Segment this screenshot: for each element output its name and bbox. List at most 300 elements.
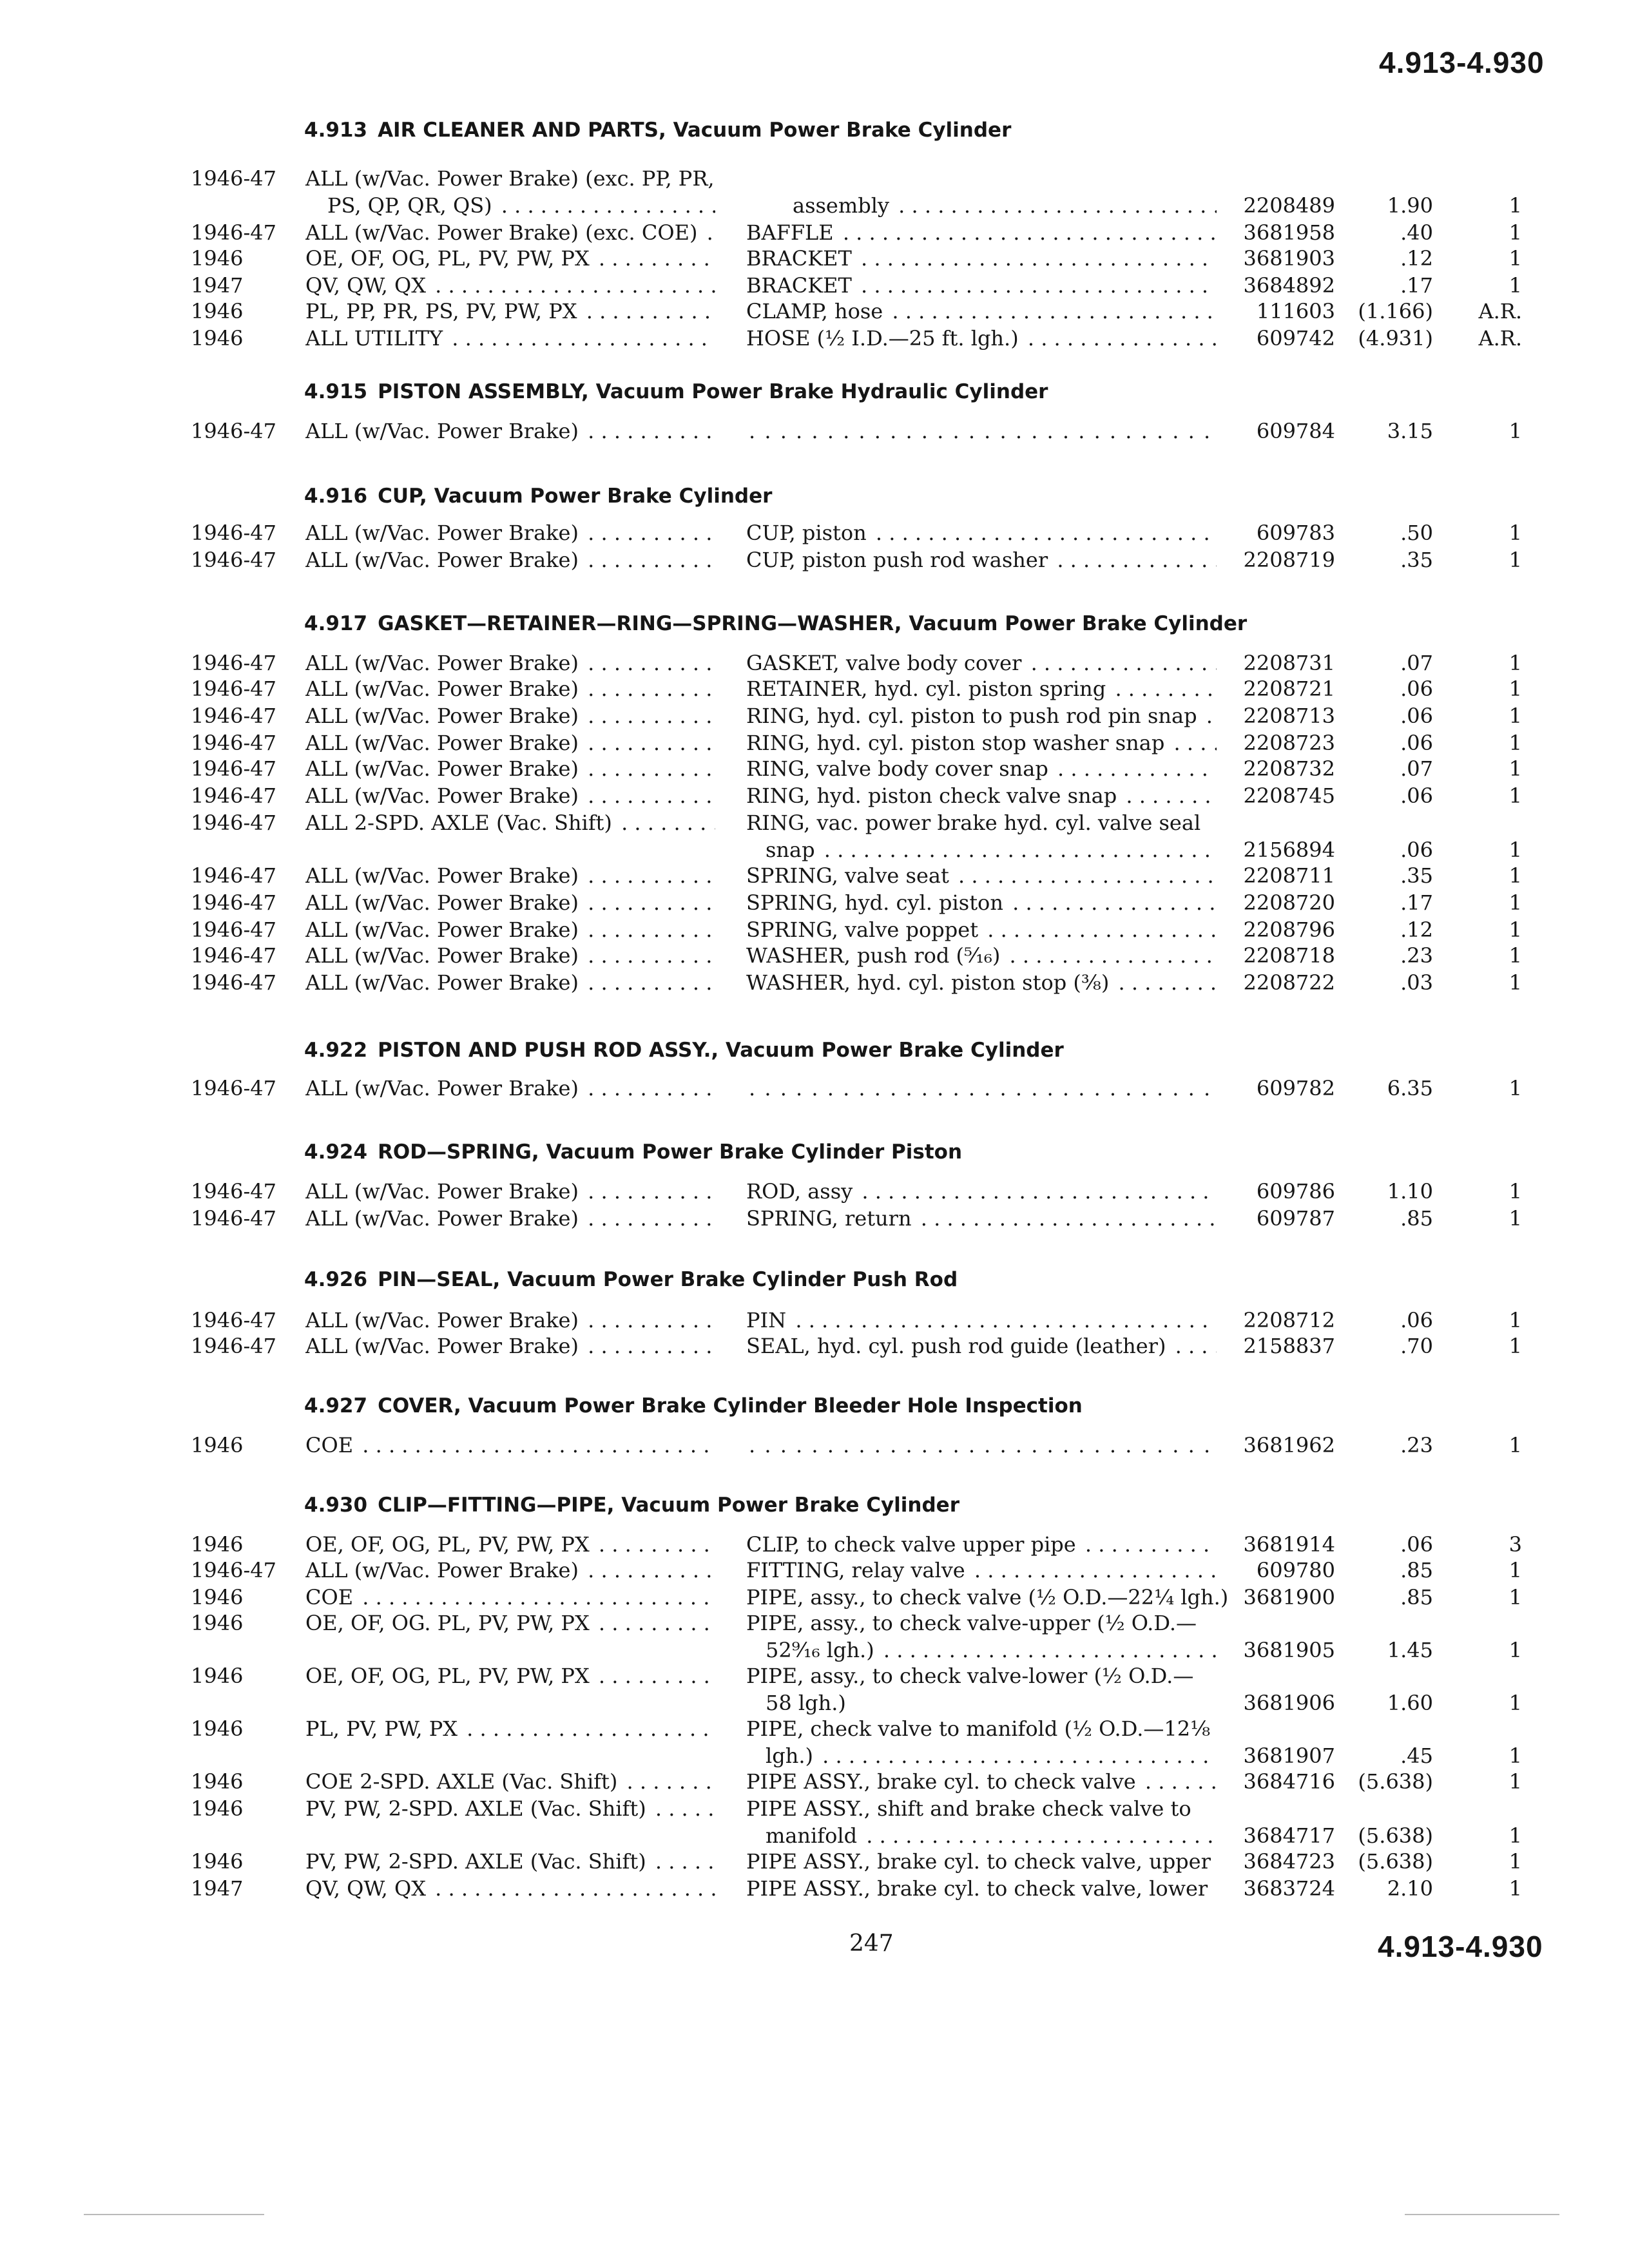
table-row xyxy=(0,704,1629,729)
price-cell: .85 xyxy=(1400,1585,1433,1610)
year-cell: 1946-47 xyxy=(191,811,276,835)
price-cell: .06 xyxy=(1400,1532,1433,1557)
quantity-cell: 1 xyxy=(1509,970,1522,995)
section-title-sub: Vacuum Power Brake Cylinder xyxy=(673,119,1012,142)
section-heading xyxy=(304,485,772,508)
model-cell xyxy=(305,651,715,675)
description-cell xyxy=(746,731,1217,755)
section-heading xyxy=(304,1140,962,1164)
section-number: 4.927 xyxy=(304,1394,368,1418)
page-range-header: 4.913-4.930 xyxy=(1379,46,1545,79)
price-cell: 3.15 xyxy=(1387,419,1433,443)
description-cell xyxy=(746,326,1217,351)
year-cell: 1947 xyxy=(191,273,244,298)
quantity-cell: 1 xyxy=(1509,548,1522,572)
table-row xyxy=(0,970,1629,996)
table-row xyxy=(0,1558,1629,1584)
part-number-cell: 2156894 xyxy=(1243,838,1335,862)
table-row xyxy=(0,246,1629,272)
price-cell: .06 xyxy=(1400,838,1433,862)
year-cell: 1946-47 xyxy=(191,1308,276,1332)
price-cell: .35 xyxy=(1400,548,1433,572)
model-cell xyxy=(305,1179,715,1204)
description-text: BRACKET xyxy=(746,273,854,298)
year-cell: 1946-47 xyxy=(191,943,276,968)
model-cell xyxy=(305,677,715,701)
price-cell: .12 xyxy=(1400,246,1433,271)
table-row xyxy=(0,1849,1629,1875)
section-title-sub: Vacuum Power Brake Cylinder Piston xyxy=(546,1140,963,1164)
part-number-cell: 609783 xyxy=(1256,521,1335,545)
table-row xyxy=(0,1532,1629,1558)
table-row xyxy=(0,273,1629,299)
model-cell xyxy=(305,548,715,572)
description-cell xyxy=(746,1876,1217,1901)
quantity-cell: 1 xyxy=(1509,273,1522,298)
part-number-cell: 3684716 xyxy=(1243,1769,1335,1794)
part-number-cell: 609742 xyxy=(1256,326,1335,351)
model-text: ALL (w/Vac. Power Brake) xyxy=(305,704,581,728)
price-cell: .23 xyxy=(1400,1433,1433,1457)
part-number-cell: 2208718 xyxy=(1243,943,1335,968)
year-cell: 1946-47 xyxy=(191,1206,276,1231)
model-cell xyxy=(305,1796,715,1821)
part-number-cell: 2208722 xyxy=(1243,970,1335,995)
quantity-cell: 1 xyxy=(1509,521,1522,545)
section-title-sub: Vacuum Power Brake Cylinder xyxy=(909,612,1248,635)
price-cell: .50 xyxy=(1400,521,1433,545)
price-cell: 1.45 xyxy=(1387,1638,1433,1662)
description-cell xyxy=(746,521,1217,545)
description-cell xyxy=(746,1769,1217,1794)
price-cell: .40 xyxy=(1400,220,1433,245)
model-text: ALL 2-SPD. AXLE (Vac. Shift) xyxy=(305,811,615,835)
table-row xyxy=(0,1876,1629,1902)
year-cell: 1946-47 xyxy=(191,756,276,781)
year-cell: 1946 xyxy=(191,1796,244,1821)
description-cell xyxy=(746,783,1217,808)
price-cell: .12 xyxy=(1400,918,1433,942)
model-cell xyxy=(305,811,715,835)
description-text: SEAL, hyd. cyl. push rod guide (leather) xyxy=(746,1334,1168,1358)
section-title-main: CLIP—FITTING—PIPE, xyxy=(378,1494,615,1517)
model-cell xyxy=(305,783,715,808)
page-range-footer: 4.913-4.930 xyxy=(1378,1930,1543,1963)
part-number-cell: 609784 xyxy=(1256,419,1335,443)
description-text: BRACKET xyxy=(746,246,854,271)
table-row xyxy=(0,1611,1629,1637)
table-row xyxy=(0,677,1629,702)
description-text: lgh.) xyxy=(766,1744,816,1768)
description-text: snap xyxy=(766,838,818,862)
part-number-cell: 3681962 xyxy=(1243,1433,1335,1457)
scan-artifact-right xyxy=(1405,2214,1559,2215)
price-cell: (1.166) xyxy=(1358,299,1433,323)
part-number-cell: 3681900 xyxy=(1243,1585,1335,1610)
model-text: QV, QW, QX xyxy=(305,273,429,298)
quantity-cell: 1 xyxy=(1509,863,1522,888)
year-cell: 1946-47 xyxy=(191,1334,276,1358)
section-title-sub: Vacuum Power Brake Cylinder xyxy=(621,1494,959,1517)
model-text: ALL (w/Vac. Power Brake) xyxy=(305,1076,581,1100)
description-text: WASHER, hyd. cyl. piston stop (³⁄₈) xyxy=(746,970,1112,995)
model-cell xyxy=(305,756,715,781)
description-cell xyxy=(766,1638,1217,1662)
description-cell xyxy=(746,1532,1217,1557)
price-cell: .06 xyxy=(1400,783,1433,808)
description-text: RING, hyd. cyl. piston to push rod pin snap xyxy=(746,704,1200,728)
table-row xyxy=(0,863,1629,889)
model-cell xyxy=(305,273,715,298)
description-cell xyxy=(793,193,1217,218)
table-row xyxy=(0,1308,1629,1334)
model-text: COE 2-SPD. AXLE (Vac. Shift) xyxy=(305,1769,620,1794)
section-title-main: PISTON AND PUSH ROD ASSY., xyxy=(378,1039,719,1062)
description-text: CLAMP, hose xyxy=(746,299,885,323)
quantity-cell: 1 xyxy=(1509,419,1522,443)
description-cell xyxy=(746,419,1217,443)
model-cell xyxy=(305,1611,715,1635)
description-text: 52⁹⁄₁₆ lgh.) xyxy=(766,1638,877,1662)
section-number: 4.917 xyxy=(304,612,368,635)
year-cell: 1946-47 xyxy=(191,970,276,995)
quantity-cell: 1 xyxy=(1509,1179,1522,1204)
model-cell xyxy=(305,246,715,271)
year-cell: 1946-47 xyxy=(191,548,276,572)
quantity-cell: 1 xyxy=(1509,1206,1522,1231)
description-cell xyxy=(766,838,1217,862)
description-cell xyxy=(746,1849,1217,1874)
description-cell xyxy=(746,943,1217,968)
description-text: SPRING, valve poppet xyxy=(746,918,981,942)
part-number-cell: 2208720 xyxy=(1243,890,1335,915)
price-cell: .70 xyxy=(1400,1334,1433,1358)
table-row xyxy=(0,1744,1629,1769)
year-cell: 1946-47 xyxy=(191,220,276,245)
price-cell: (5.638) xyxy=(1358,1849,1433,1874)
quantity-cell: 1 xyxy=(1509,1334,1522,1358)
quantity-cell: 1 xyxy=(1509,1769,1522,1794)
section-number: 4.924 xyxy=(304,1140,368,1164)
table-row xyxy=(0,1179,1629,1205)
year-cell: 1946-47 xyxy=(191,918,276,942)
description-cell: PIPE, assy., to check valve (½ O.D.—22¼ lgh.) xyxy=(746,1585,1229,1610)
section-title-main: PISTON ASSEMBLY, xyxy=(378,380,589,403)
description-text: PIPE ASSY., brake cyl. to check valve, lower xyxy=(746,1876,1210,1901)
table-row xyxy=(0,943,1629,969)
table-row xyxy=(0,521,1629,546)
quantity-cell: 1 xyxy=(1509,1823,1522,1848)
year-cell: 1946-47 xyxy=(191,677,276,701)
quantity-cell: 1 xyxy=(1509,1638,1522,1662)
year-cell: 1946-47 xyxy=(191,783,276,808)
part-number-cell: 3681907 xyxy=(1243,1744,1335,1768)
section-title-main: CUP, xyxy=(378,485,427,508)
section-title-sub: Vacuum Power Brake Cylinder Bleeder Hole Inspection xyxy=(468,1394,1083,1418)
description-cell xyxy=(746,299,1217,323)
table-row xyxy=(0,1769,1629,1795)
model-text: OE, OF, OG, PL, PV, PW, PX xyxy=(305,246,592,271)
table-row xyxy=(0,811,1629,836)
section-heading xyxy=(304,1268,958,1291)
description-text: PIN xyxy=(746,1308,789,1332)
model-text: ALL UTILITY xyxy=(305,326,445,351)
description-cell xyxy=(746,970,1217,995)
description-cell xyxy=(746,890,1217,915)
section-number: 4.930 xyxy=(304,1494,368,1517)
description-text: SPRING, valve seat xyxy=(746,863,952,888)
year-cell: 1946 xyxy=(191,299,244,323)
quantity-cell: 1 xyxy=(1509,756,1522,781)
year-cell: 1946-47 xyxy=(191,166,276,191)
year-cell: 1946 xyxy=(191,246,244,271)
part-number-cell: 2158837 xyxy=(1243,1334,1335,1358)
model-text: ALL (w/Vac. Power Brake) xyxy=(305,419,581,443)
quantity-cell: 1 xyxy=(1509,677,1522,701)
description-text: RETAINER, hyd. cyl. piston spring xyxy=(746,677,1108,701)
part-number-cell: 3681958 xyxy=(1243,220,1335,245)
model-text: ALL (w/Vac. Power Brake) xyxy=(305,970,581,995)
description-cell xyxy=(766,1823,1217,1848)
quantity-cell: 3 xyxy=(1509,1532,1522,1557)
description-cell xyxy=(746,704,1217,728)
model-cell xyxy=(305,943,715,968)
model-cell xyxy=(305,731,715,755)
model-text: PL, PP, PR, PS, PV, PW, PX xyxy=(305,299,580,323)
model-text: ALL (w/Vac. Power Brake) xyxy=(305,731,581,755)
price-cell: .45 xyxy=(1400,1744,1433,1768)
section-number: 4.915 xyxy=(304,380,368,403)
table-row xyxy=(0,1716,1629,1742)
price-cell: .06 xyxy=(1400,731,1433,755)
section-number: 4.922 xyxy=(304,1039,368,1062)
year-cell: 1946-47 xyxy=(191,1076,276,1100)
description-text: FITTING, relay valve xyxy=(746,1558,968,1582)
model-cell xyxy=(305,704,715,728)
quantity-cell: 1 xyxy=(1509,943,1522,968)
price-cell: .23 xyxy=(1400,943,1433,968)
description-text: CUP, piston push rod washer xyxy=(746,548,1050,572)
price-cell: 1.10 xyxy=(1387,1179,1433,1204)
description-cell xyxy=(746,1076,1217,1100)
quantity-cell: 1 xyxy=(1509,1076,1522,1100)
table-row xyxy=(0,838,1629,863)
model-text: ALL (w/Vac. Power Brake) xyxy=(305,756,581,781)
section-title-sub: Vacuum Power Brake Cylinder xyxy=(434,485,773,508)
model-cell xyxy=(305,918,715,942)
section-number: 4.913 xyxy=(304,119,368,142)
year-cell: 1947 xyxy=(191,1876,244,1901)
description-text: assembly xyxy=(793,193,892,218)
year-cell: 1946 xyxy=(191,1716,244,1741)
year-cell: 1946 xyxy=(191,1532,244,1557)
description-cell xyxy=(746,1308,1217,1332)
table-row xyxy=(0,783,1629,809)
description-cell xyxy=(746,677,1217,701)
model-cell xyxy=(305,1585,715,1610)
description-cell xyxy=(746,548,1217,572)
part-number-cell: 2208723 xyxy=(1243,731,1335,755)
table-row xyxy=(0,419,1629,445)
table-row xyxy=(0,651,1629,677)
model-text: PV, PW, 2-SPD. AXLE (Vac. Shift) xyxy=(305,1796,649,1821)
table-row xyxy=(0,299,1629,325)
part-number-cell: 111603 xyxy=(1256,299,1335,323)
model-text: ALL (w/Vac. Power Brake) xyxy=(305,1558,581,1582)
model-cell xyxy=(305,1876,715,1901)
part-number-cell: 3684892 xyxy=(1243,273,1335,298)
description-cell xyxy=(746,918,1217,942)
description-cell: PIPE, check valve to manifold (½ O.D.—12⅛ xyxy=(746,1716,1211,1741)
quantity-cell: 1 xyxy=(1509,220,1522,245)
year-cell: 1946 xyxy=(191,326,244,351)
description-text: manifold xyxy=(766,1823,860,1848)
model-cell xyxy=(305,326,715,351)
quantity-cell: 1 xyxy=(1509,1433,1522,1457)
quantity-cell: 1 xyxy=(1509,1876,1522,1901)
description-text xyxy=(746,1433,749,1457)
table-row xyxy=(0,731,1629,756)
description-text: GASKET, valve body cover xyxy=(746,651,1024,675)
model-text: ALL (w/Vac. Power Brake) xyxy=(305,1206,581,1231)
description-cell xyxy=(746,1179,1217,1204)
table-row xyxy=(0,548,1629,573)
year-cell: 1946 xyxy=(191,1769,244,1794)
description-text: WASHER, push rod (⁵⁄₁₆) xyxy=(746,943,1003,968)
price-cell: 2.10 xyxy=(1387,1876,1433,1901)
year-cell: 1946 xyxy=(191,1433,244,1457)
page-number: 247 xyxy=(849,1930,894,1957)
part-number-cell: 3683724 xyxy=(1243,1876,1335,1901)
price-cell: .85 xyxy=(1400,1206,1433,1231)
quantity-cell: 1 xyxy=(1509,1849,1522,1874)
quantity-cell: 1 xyxy=(1509,1558,1522,1582)
description-text: ROD, assy xyxy=(746,1179,855,1204)
table-row xyxy=(0,1664,1629,1689)
part-number-cell: 2208731 xyxy=(1243,651,1335,675)
price-cell: .17 xyxy=(1400,890,1433,915)
description-cell xyxy=(746,273,1217,298)
year-cell: 1946-47 xyxy=(191,419,276,443)
price-cell: (5.638) xyxy=(1358,1823,1433,1848)
description-text xyxy=(746,1076,749,1100)
part-number-cell: 3681905 xyxy=(1243,1638,1335,1662)
description-text: BAFFLE xyxy=(746,220,836,245)
year-cell: 1946-47 xyxy=(191,890,276,915)
part-number-cell: 3684723 xyxy=(1243,1849,1335,1874)
description-text: RING, hyd. cyl. piston stop washer snap xyxy=(746,731,1167,755)
model-text: ALL (w/Vac. Power Brake) xyxy=(305,677,581,701)
part-number-cell: 609786 xyxy=(1256,1179,1335,1204)
part-number-cell: 2208745 xyxy=(1243,783,1335,808)
section-title-sub: Vacuum Power Brake Cylinder xyxy=(725,1039,1064,1062)
part-number-cell: 2208732 xyxy=(1243,756,1335,781)
description-cell xyxy=(746,1334,1217,1358)
quantity-cell: 1 xyxy=(1509,1744,1522,1768)
model-cell xyxy=(305,1433,715,1457)
section-number: 4.916 xyxy=(304,485,368,508)
model-text: QV, QW, QX xyxy=(305,1876,429,1901)
model-cell xyxy=(305,890,715,915)
section-heading xyxy=(304,1494,959,1517)
model-text: ALL (w/Vac. Power Brake) xyxy=(305,651,581,675)
price-cell: .06 xyxy=(1400,677,1433,701)
model-text: ALL (w/Vac. Power Brake) xyxy=(305,1179,581,1204)
table-row xyxy=(0,1796,1629,1822)
year-cell: 1946 xyxy=(191,1585,244,1610)
model-cell xyxy=(305,1334,715,1358)
section-heading xyxy=(304,1039,1064,1062)
table-row xyxy=(0,326,1629,352)
price-cell: .35 xyxy=(1400,863,1433,888)
description-cell xyxy=(746,863,1217,888)
table-row xyxy=(0,1638,1629,1664)
description-cell xyxy=(746,1206,1217,1231)
table-row xyxy=(0,1206,1629,1232)
part-number-cell: 2208711 xyxy=(1243,863,1335,888)
model-text: ALL (w/Vac. Power Brake) xyxy=(305,918,581,942)
quantity-cell: 1 xyxy=(1509,704,1522,728)
section-title-main: GASKET—RETAINER—RING—SPRING—WASHER, xyxy=(378,612,902,635)
model-text: PV, PW, 2-SPD. AXLE (Vac. Shift) xyxy=(305,1849,649,1874)
year-cell: 1946-47 xyxy=(191,704,276,728)
price-cell: .07 xyxy=(1400,756,1433,781)
description-text: SPRING, return xyxy=(746,1206,914,1231)
description-cell: 58 lgh.) xyxy=(766,1691,846,1715)
description-cell: PIPE, assy., to check valve-upper (½ O.D.— xyxy=(746,1611,1197,1635)
model-cell xyxy=(305,1206,715,1231)
year-cell: 1946 xyxy=(191,1849,244,1874)
description-text: HOSE (½ I.D.—25 ft. lgh.) xyxy=(746,326,1021,351)
model-text: ALL (w/Vac. Power Brake) (exc. COE) xyxy=(305,220,700,245)
table-row xyxy=(0,1691,1629,1716)
quantity-cell: 1 xyxy=(1509,246,1522,271)
quantity-cell: 1 xyxy=(1509,890,1522,915)
price-cell: (5.638) xyxy=(1358,1769,1433,1794)
year-cell: 1946-47 xyxy=(191,651,276,675)
quantity-cell: A.R. xyxy=(1478,326,1522,351)
scan-artifact-left xyxy=(84,2214,264,2215)
quantity-cell: 1 xyxy=(1509,731,1522,755)
quantity-cell: 1 xyxy=(1509,651,1522,675)
year-cell: 1946 xyxy=(191,1664,244,1688)
model-cell xyxy=(305,220,715,245)
year-cell: 1946-47 xyxy=(191,1179,276,1204)
description-cell xyxy=(746,1558,1217,1582)
quantity-cell: 1 xyxy=(1509,1308,1522,1332)
model-text: ALL (w/Vac. Power Brake) xyxy=(305,521,581,545)
section-title-main: ROD—SPRING, xyxy=(378,1140,539,1164)
description-cell xyxy=(746,1433,1217,1457)
quantity-cell: 1 xyxy=(1509,838,1522,862)
part-number-cell: 3681906 xyxy=(1243,1691,1335,1715)
section-title-sub: Vacuum Power Brake Hydraulic Cylinder xyxy=(595,380,1048,403)
model-cell xyxy=(305,299,715,323)
model-text: PL, PV, PW, PX xyxy=(305,1716,460,1741)
table-row xyxy=(0,890,1629,916)
year-cell: 1946-47 xyxy=(191,863,276,888)
section-title-sub: Vacuum Power Brake Cylinder Push Rod xyxy=(507,1268,958,1291)
model-text: COE xyxy=(305,1585,356,1610)
price-cell: (4.931) xyxy=(1358,326,1433,351)
year-cell: 1946-47 xyxy=(191,731,276,755)
description-text: SPRING, hyd. cyl. piston xyxy=(746,890,1006,915)
model-cell xyxy=(305,521,715,545)
part-number-cell: 2208719 xyxy=(1243,548,1335,572)
table-row xyxy=(0,166,1629,192)
part-number-cell: 609782 xyxy=(1256,1076,1335,1100)
description-cell xyxy=(746,246,1217,271)
